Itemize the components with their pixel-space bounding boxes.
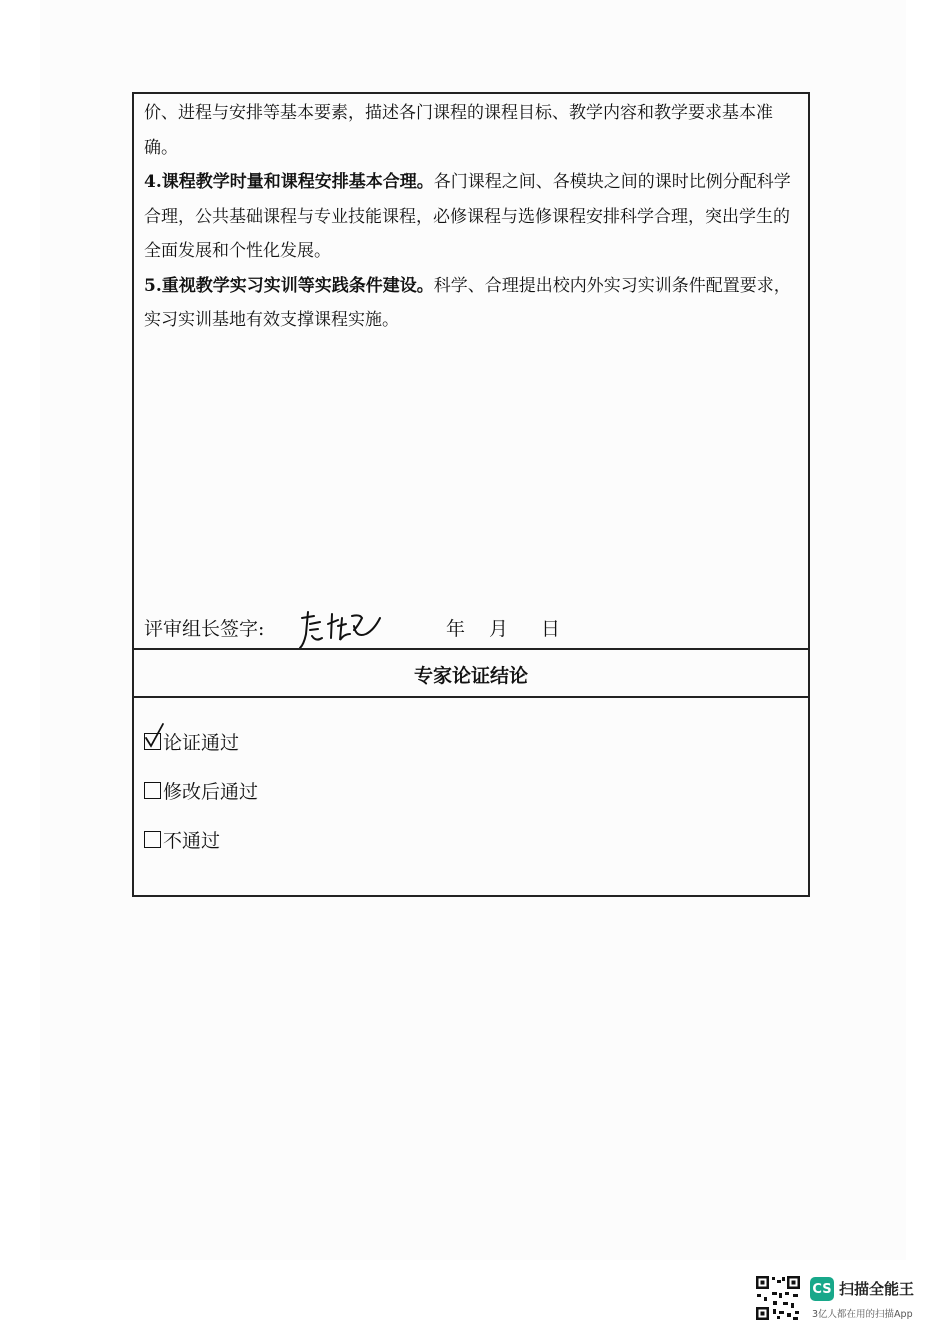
qr-code-icon bbox=[755, 1275, 801, 1321]
option-label: 不通过 bbox=[163, 830, 221, 852]
camscanner-logo: CS bbox=[810, 1277, 834, 1301]
option-label: 修改后通过 bbox=[163, 781, 259, 803]
criteria-heading-5: 5.重视教学实习实训等实践条件建设。 bbox=[144, 275, 434, 296]
option-approved-after-revision[interactable] bbox=[144, 777, 258, 804]
criteria-paragraph-1: 价、进程与安排等基本要素，描述各门课程的课程目标、教学内容和教学要求基本准确。 bbox=[144, 103, 773, 158]
checkbox-approved-after-revision[interactable] bbox=[144, 782, 161, 799]
review-criteria-text bbox=[144, 96, 804, 338]
signature-label: 评审组长签字: bbox=[144, 618, 265, 640]
review-form-table bbox=[132, 92, 810, 897]
handwritten-signature bbox=[294, 604, 384, 650]
watermark-brand: 扫描全能王 bbox=[839, 1280, 915, 1298]
conclusion-title: 专家论证结论 bbox=[413, 664, 528, 687]
criteria-heading-4: 4.课程教学时量和课程安排基本合理。 bbox=[144, 172, 434, 192]
signature-row bbox=[144, 606, 804, 646]
option-approved[interactable] bbox=[144, 728, 239, 755]
table-divider bbox=[134, 696, 808, 698]
checkbox-rejected[interactable] bbox=[144, 831, 161, 848]
date-year-label: 年 bbox=[446, 618, 466, 640]
option-label: 论证通过 bbox=[163, 732, 240, 754]
checkmark-icon bbox=[143, 722, 165, 748]
option-rejected[interactable] bbox=[144, 826, 220, 853]
watermark-tagline: 3亿人都在用的扫描App bbox=[812, 1309, 913, 1320]
criteria-paragraph-4: 4.课程教学时量和课程安排基本合理。各门课程之间、各模块之间的课时比例分配科学合理，公共基础课程与专业技能课程，必修课程与选修课程安排科学合理，突出学生的全面发展和个性化发展。 bbox=[144, 172, 791, 261]
checkbox-approved[interactable] bbox=[144, 733, 161, 750]
date-day-label: 日 bbox=[541, 618, 561, 640]
date-month-label: 月 bbox=[489, 618, 509, 640]
criteria-paragraph-5: 5.重视教学实习实训等实践条件建设。科学、合理提出校内外实习实训条件配置要求，实习实训基地有效支撑课程实施。 bbox=[144, 275, 791, 330]
